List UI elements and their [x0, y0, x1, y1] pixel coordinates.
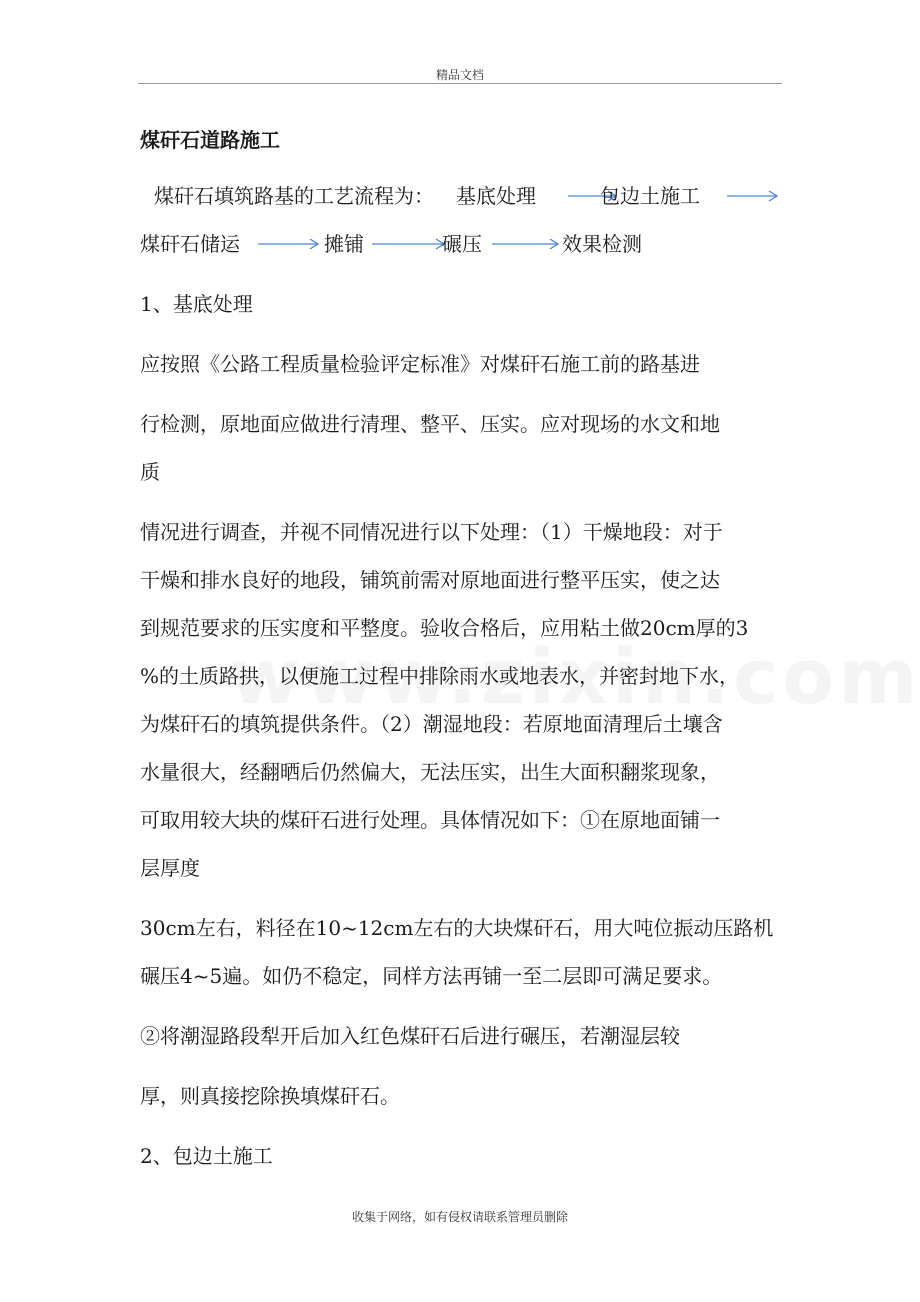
flow-step-5: 碾压: [442, 232, 482, 256]
flow-arrow-4: [372, 238, 446, 250]
flow-step-2: 包边土施工: [600, 184, 700, 208]
document-title: 煤矸石道路施工: [140, 128, 280, 152]
flow-arrow-5: [492, 238, 560, 250]
flow-step-3: 煤矸石储运: [140, 232, 240, 256]
flow-intro: 煤矸石填筑路基的工艺流程为：: [154, 184, 434, 208]
flow-step-1: 基底处理: [456, 184, 536, 208]
flow-arrow-2: [727, 190, 779, 202]
body-line: 厚，则真接挖除换填煤矸石。: [140, 1084, 400, 1108]
body-line: ②将潮湿路段犁开后加入红色煤矸石后进行碾压，若潮湿层较: [140, 1024, 680, 1048]
page-header: 精品文档: [435, 68, 484, 82]
body-line: 碾压4~5遍。如仍不稳定，同样方法再铺一至二层即可满足要求。: [140, 964, 723, 988]
section-heading-1: 1、基底处理: [140, 292, 253, 316]
body-line: 质: [140, 460, 160, 484]
page-footer: 收集于网络，如有侵权请联系管理员删除: [351, 1210, 568, 1224]
body-line: 行检测，原地面应做进行清理、整平、压实。应对现场的水文和地: [140, 412, 720, 436]
body-line: 为煤矸石的填筑提供条件。（2）潮湿地段：若原地面清理后土壤含: [140, 712, 723, 736]
section-heading-2: 2、包边土施工: [140, 1144, 273, 1168]
body-line: 干燥和排水良好的地段，铺筑前需对原地面进行整平压实，使之达: [140, 568, 720, 592]
flow-step-4: 摊铺: [324, 232, 364, 256]
body-line: 层厚度: [140, 856, 200, 880]
flow-step-6: 效果检测: [562, 232, 642, 256]
body-line: %的土质路拱，以便施工过程中排除雨水或地表水，并密封地下水，: [140, 664, 740, 688]
body-line: 30cm左右，料径在10~12cm左右的大块煤矸石，用大吨位振动压路机: [140, 916, 774, 940]
body-line: 到规范要求的压实度和平整度。验收合格后，应用粘土做20cm厚的3: [140, 616, 749, 640]
body-line: 可取用较大块的煤矸石进行处理。具体情况如下：①在原地面铺一: [140, 808, 720, 832]
body-line: 水量很大，经翻晒后仍然偏大，无法压实，出生大面积翻浆现象，: [140, 760, 720, 784]
body-line: 情况进行调查，并视不同情况进行以下处理：（1）干燥地段：对于: [140, 520, 723, 544]
flow-arrow-3: [258, 238, 320, 250]
header-rule: [138, 83, 782, 84]
body-line: 应按照《公路工程质量检验评定标准》对煤矸石施工前的路基进: [140, 352, 700, 376]
